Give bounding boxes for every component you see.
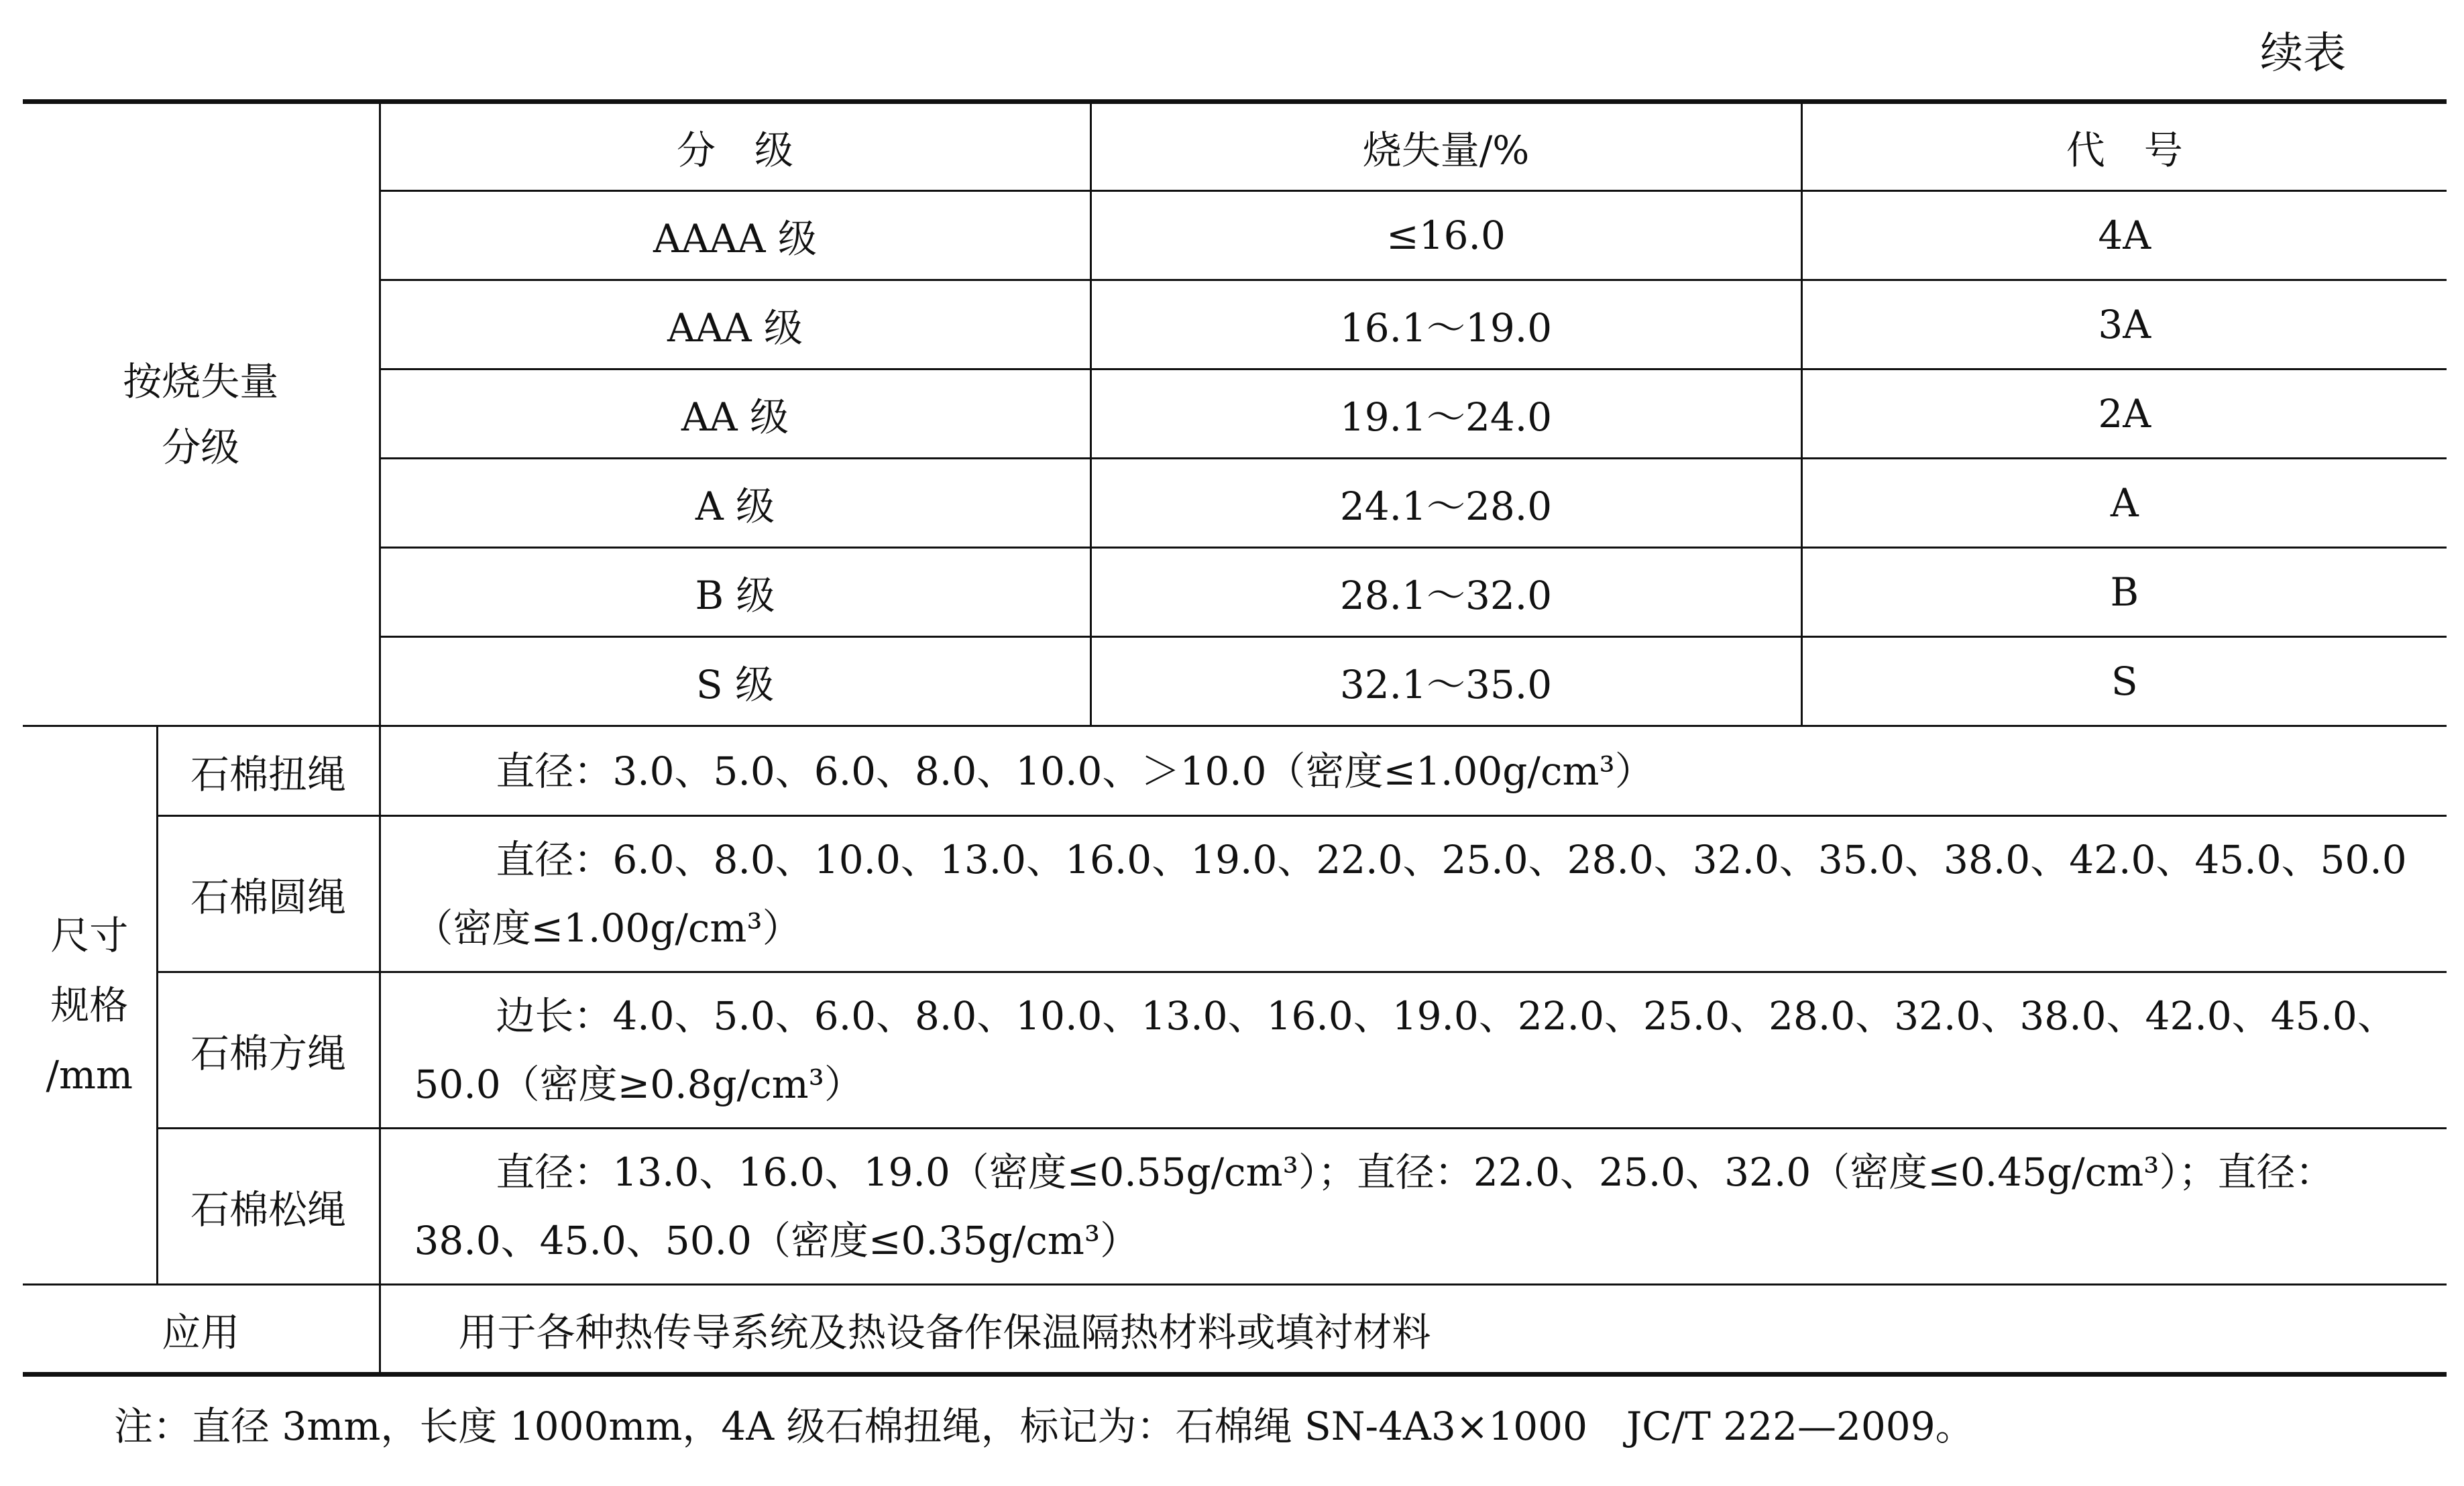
rope-type-label: 石棉方绳 <box>157 972 380 1129</box>
loss-cell: 24.1～28.0 <box>1090 459 1801 548</box>
code-cell: B <box>1801 548 2447 637</box>
code-cell: 4A <box>1801 191 2447 280</box>
loss-cell: ≤16.0 <box>1090 191 1801 280</box>
rope-spec-text: 直径：3.0、5.0、6.0、8.0、10.0、＞10.0（密度≤1.00g/cm³） <box>380 726 2447 816</box>
loss-grade-label: 按烧失量 分级 <box>23 102 380 726</box>
grade-cell: AA 级 <box>380 369 1090 459</box>
rope-type-label: 石棉圆绳 <box>157 816 380 972</box>
code-cell: 2A <box>1801 369 2447 459</box>
loss-cell: 32.1～35.0 <box>1090 637 1801 726</box>
grade-cell: AAA 级 <box>380 280 1090 369</box>
loss-cell: 16.1～19.0 <box>1090 280 1801 369</box>
table-note: 注：直径 3mm，长度 1000mm，4A 级石棉扭绳，标记为：石棉绳 SN-4A3×1000 JC/T 222—2009。 <box>114 1404 1974 1449</box>
grade-cell: A 级 <box>380 459 1090 548</box>
table-header-row <box>23 102 2447 191</box>
application-label: 应用 <box>23 1285 380 1375</box>
grade-cell: S 级 <box>380 637 1090 726</box>
table-row <box>23 459 2447 548</box>
grade-cell: B 级 <box>380 548 1090 637</box>
loss-cell: 19.1～24.0 <box>1090 369 1801 459</box>
code-cell: 3A <box>1801 280 2447 369</box>
table-row <box>23 548 2447 637</box>
table-row <box>23 280 2447 369</box>
header-grade: 分 级 <box>380 102 1090 191</box>
table-row <box>23 191 2447 280</box>
table-row <box>23 637 2447 726</box>
specification-table <box>23 99 2447 1377</box>
code-cell: A <box>1801 459 2447 548</box>
rope-spec-text: 边长：4.0、5.0、6.0、8.0、10.0、13.0、16.0、19.0、22.0、25.0、28.0、32.0、38.0、42.0、45.0、50.0（密度≥0.8g/cm³） <box>380 972 2447 1129</box>
table-row <box>23 1129 2447 1285</box>
header-code: 代 号 <box>1801 102 2447 191</box>
code-cell: S <box>1801 637 2447 726</box>
rope-spec-text: 直径：13.0、16.0、19.0（密度≤0.55g/cm³）；直径：22.0、25.0、32.0（密度≤0.45g/cm³）；直径：38.0、45.0、50.0（密度≤0.35g/cm³） <box>380 1129 2447 1285</box>
table-row <box>23 726 2447 816</box>
rope-type-label: 石棉扭绳 <box>157 726 380 816</box>
grade-cell: AAAA 级 <box>380 191 1090 280</box>
application-text: 用于各种热传导系统及热设备作保温隔热材料或填衬材料 <box>380 1285 2447 1375</box>
table-row <box>23 369 2447 459</box>
table-row <box>23 816 2447 972</box>
continued-label: 续表 <box>2260 29 2346 78</box>
rope-type-label: 石棉松绳 <box>157 1129 380 1285</box>
size-spec-label: 尺寸 规格 /mm <box>23 726 157 1285</box>
loss-cell: 28.1～32.0 <box>1090 548 1801 637</box>
table-row <box>23 972 2447 1129</box>
rope-spec-text: 直径：6.0、8.0、10.0、13.0、16.0、19.0、22.0、25.0、28.0、32.0、35.0、38.0、42.0、45.0、50.0（密度≤1.00g/cm³） <box>380 816 2447 972</box>
application-row <box>23 1285 2447 1375</box>
header-loss: 烧失量/% <box>1090 102 1801 191</box>
